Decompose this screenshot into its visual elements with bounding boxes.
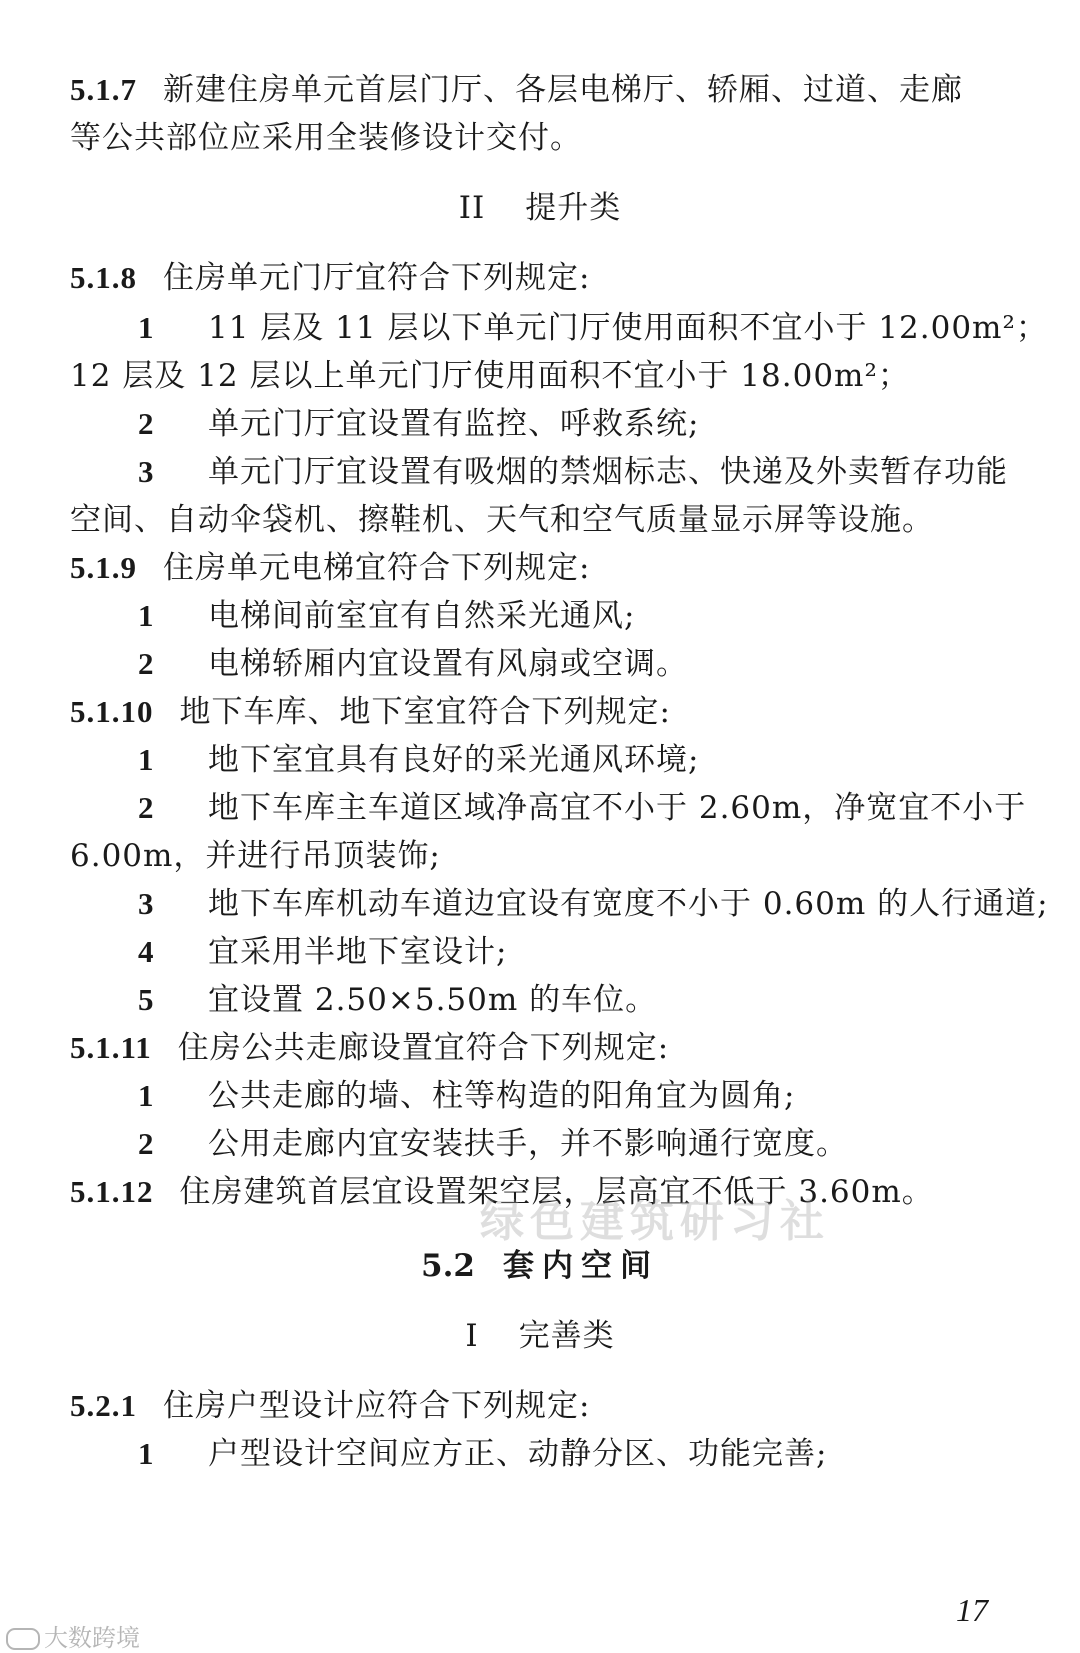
- subsection-heading: [0, 188, 1080, 228]
- subsection-title: 完善类: [518, 1318, 615, 1354]
- item-text: 宜采用半地下室设计;: [208, 934, 508, 970]
- clause-5-1-11: [70, 1028, 1010, 1068]
- item-number: 2: [138, 406, 155, 441]
- item-text: 公用走廊内宜安装扶手，并不影响通行宽度。: [208, 1126, 848, 1162]
- clause-number: 5.1.7: [70, 72, 137, 107]
- item-text: 公共走廊的墙、柱等构造的阳角宜为圆角;: [208, 1078, 796, 1114]
- clause-number: 5.1.9: [70, 550, 137, 585]
- section-heading: [0, 1246, 1080, 1286]
- item-text: 地下车库机动车道边宜设有宽度不小于 0.60m 的人行通道;: [208, 886, 1049, 922]
- clause-number: 5.1.10: [70, 694, 154, 729]
- corner-watermark: [6, 1618, 140, 1653]
- item-number: 1: [138, 1078, 155, 1113]
- item-number: 2: [138, 1126, 155, 1161]
- item-number: 5: [138, 982, 155, 1017]
- list-item: [70, 884, 1049, 924]
- item-number: 1: [138, 598, 155, 633]
- list-item: [70, 596, 1010, 636]
- item-text: 电梯间前室宜有自然采光通风;: [208, 598, 636, 634]
- list-item: [70, 308, 1048, 348]
- item-number: 2: [138, 790, 155, 825]
- subsection-roman: I: [465, 1318, 479, 1354]
- item-text: 单元门厅宜设置有监控、呼救系统;: [208, 406, 700, 442]
- corner-watermark-text: 大数跨境: [44, 1624, 140, 1652]
- list-item-continuation: 12 层及 12 层以上单元门厅使用面积不宜小于 18.00m²；: [70, 358, 910, 394]
- list-item: [70, 452, 1010, 492]
- item-text: 电梯轿厢内宜设置有风扇或空调。: [208, 646, 688, 682]
- clause-number: 5.2.1: [70, 1388, 137, 1423]
- clause-5-1-12: [70, 1172, 1010, 1212]
- clause-5-1-10: [70, 692, 1010, 732]
- section-title: 套内空间: [502, 1248, 659, 1284]
- clause-number: 5.1.8: [70, 260, 137, 295]
- clause-text: 地下车库、地下室宜符合下列规定:: [179, 694, 671, 730]
- item-number: 4: [138, 934, 155, 969]
- list-item-continuation: 6.00m，并进行吊顶装饰;: [70, 838, 441, 874]
- item-text: 单元门厅宜设置有吸烟的禁烟标志、快递及外卖暂存功能: [208, 454, 1008, 490]
- item-text: 11 层及 11 层以下单元门厅使用面积不宜小于 12.00m²；: [208, 310, 1048, 346]
- list-item: [70, 644, 1010, 684]
- item-text: 地下室宜具有良好的采光通风环境;: [208, 742, 700, 778]
- item-text: 地下车库主车道区域净高宜不小于 2.60m，净宽宜不小于: [208, 790, 1027, 826]
- item-number: 1: [138, 742, 155, 777]
- list-item: [70, 1124, 1010, 1164]
- item-number: 1: [138, 310, 155, 345]
- watermark-text: 绿色建筑研习社: [480, 1196, 830, 1247]
- clause-text: 住房单元门厅宜符合下列规定:: [163, 260, 591, 296]
- clause-text: 住房户型设计应符合下列规定:: [163, 1388, 591, 1424]
- clause-text: 住房建筑首层宜设置架空层，层高宜不低于 3.60m。: [179, 1174, 934, 1210]
- watermark-logo-icon: [6, 1628, 40, 1650]
- clause-5-1-7-line2: 等公共部位应采用全装修设计交付。: [70, 120, 582, 156]
- clause-text: 新建住房单元首层门厅、各层电梯厅、轿厢、过道、走廊: [163, 72, 963, 108]
- list-item: [70, 980, 1010, 1020]
- list-item: [70, 932, 1010, 972]
- list-item: [70, 404, 1010, 444]
- clause-5-1-7-line1: [70, 70, 1010, 110]
- clause-number: 5.1.12: [70, 1174, 154, 1209]
- item-number: 3: [138, 454, 155, 489]
- clause-5-2-1: [70, 1386, 1010, 1426]
- item-number: 3: [138, 886, 155, 921]
- list-item: [70, 788, 1027, 828]
- clause-number: 5.1.11: [70, 1030, 152, 1065]
- clause-text: 住房单元电梯宜符合下列规定:: [163, 550, 591, 586]
- list-item: [70, 1434, 1010, 1474]
- page-number: 17: [956, 1592, 988, 1628]
- item-text: 户型设计空间应方正、动静分区、功能完善;: [208, 1436, 828, 1472]
- subsection-heading: [0, 1316, 1080, 1356]
- section-number: 5.2: [421, 1248, 475, 1284]
- item-number: 1: [138, 1436, 155, 1471]
- subsection-roman: II: [458, 190, 486, 226]
- list-item: [70, 1076, 1010, 1116]
- list-item: [70, 740, 1010, 780]
- clause-text: 住房公共走廊设置宜符合下列规定:: [177, 1030, 670, 1066]
- item-text: 宜设置 2.50×5.50m 的车位。: [208, 982, 658, 1018]
- clause-5-1-8: [70, 258, 1010, 298]
- item-number: 2: [138, 646, 155, 681]
- list-item-continuation: 空间、自动伞袋机、擦鞋机、天气和空气质量显示屏等设施。: [70, 502, 934, 538]
- clause-5-1-9: [70, 548, 1010, 588]
- subsection-title: 提升类: [525, 190, 622, 226]
